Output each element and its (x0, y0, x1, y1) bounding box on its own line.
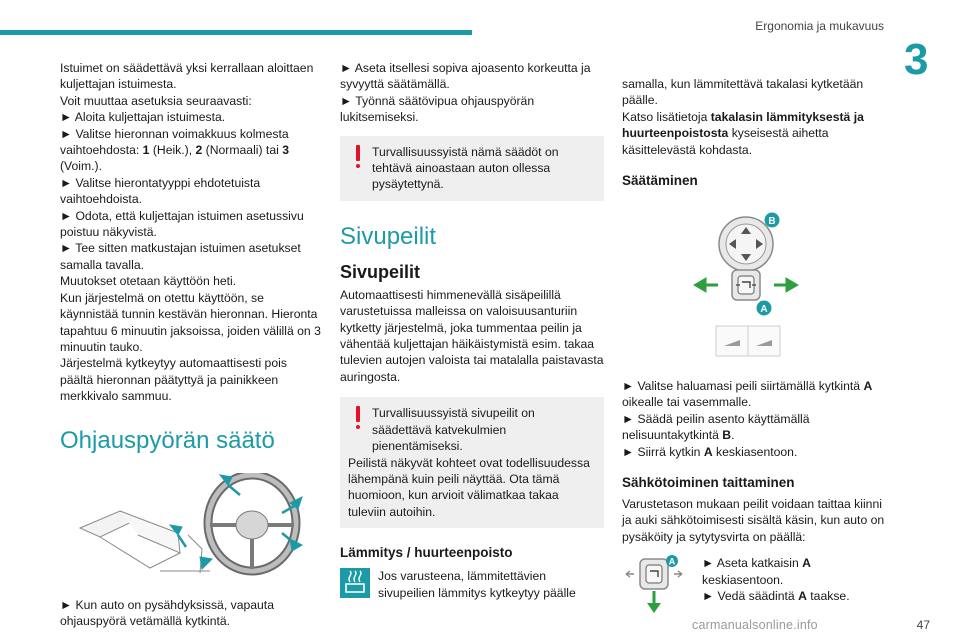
heating-row (340, 568, 604, 601)
warning-text: Turvallisuussyistä nämä säädöt on tehtävä ainoastaan auton ollessa pysäytettynä. (372, 144, 559, 192)
mirrors-paragraph: Automaattisesti himmenevällä sisäpeilillä varustetuissa malleissa on valoisuusanturiin kytketty järjestelmä, joka tummentaa peilin ja vähentää kuljettajan häikäistymistä esim. takaa tulevien autojen valoista tai matalalla paistavasta auringosta. (340, 287, 604, 384)
mirror-heating-icon (340, 568, 370, 598)
fold-step-center: ► Aseta katkaisin A keskiasentoon. (702, 556, 811, 587)
header-accent-bar (0, 30, 472, 35)
column-1 (60, 60, 322, 629)
paragraph: ► Valitse hierontatyyppi ehdotetuista vaihtoehdoista. (60, 175, 261, 207)
warning-box (340, 136, 604, 201)
paragraph: samalla, kun lämmitettävä takalasi kytketään päälle. (622, 77, 864, 108)
svg-text:A: A (760, 304, 768, 316)
section-title: Ergonomia ja mukavuus (755, 19, 884, 33)
paragraph: ► Tee sitten matkustajan istuimen asetukset samalla tavalla. (60, 241, 301, 272)
svg-text:B: B (768, 216, 776, 228)
page-number: 47 (916, 618, 930, 632)
paragraph: ► Odota, että kuljettajan istuimen asetussivu poistuu näkyvistä. (60, 208, 304, 240)
mirrors-heading: Sivupeilit (340, 222, 437, 250)
label-a-badge (757, 301, 772, 316)
heating-heading: Lämmitys / huurteenpoisto (340, 545, 513, 561)
steering-heading: Ohjauspyörän säätö (60, 426, 275, 454)
paragraph: Muutokset otetaan käyttöön heti. (60, 274, 237, 289)
paragraph: ► Työnnä säätövipua ohjauspyörän lukitsemiseksi. (340, 93, 535, 125)
svg-text:A: A (668, 556, 676, 567)
heating-paragraph: Jos varusteena, lämmitettävien sivupeilien lämmitys kytkeytyy päälle (378, 569, 576, 600)
paragraph: Voit muuttaa asetuksia seuraavasti: (60, 93, 252, 108)
mirrors-subheading: Sivupeilit (340, 261, 421, 282)
fold-step-pull: ► Vedä säädintä A taakse. (702, 589, 850, 604)
mirror-control-diagram (622, 208, 890, 366)
paragraph: Järjestelmä kytkeytyy automaattisesti pois päältä hieronnan päätyttyä ja painikkeen merkkivalo sammuu. (60, 356, 287, 404)
warning-box (340, 397, 604, 528)
reference-paragraph: Katso lisätietoja takalasin lämmityksestä ja huurteenpoistosta kyseisestä aihetta käsittelevästä kohdasta. (622, 109, 864, 157)
column-3 (622, 76, 890, 617)
fold-switch-diagram (622, 555, 692, 617)
fold-steps-row (622, 555, 890, 617)
watermark: carmanualsonline.info (692, 618, 818, 632)
step-center-switch: ► Siirrä kytkin A keskiasentoon. (622, 444, 798, 459)
column-2 (340, 60, 604, 601)
steering-wheel-illustration (60, 473, 322, 583)
step-adjust-mirror: ► Säädä peilin asento käyttämällä nelisuuntakytkintä B. (622, 411, 810, 443)
fold-steps (702, 555, 890, 604)
adjust-heading: Säätäminen (622, 173, 698, 189)
warning-text: Peilistä näkyvät kohteet ovat todellisuudessa lähempänä kuin peili näyttää. Ota tämä huomioon, kun arvioit välimatkaa takaa tuleviin autoihin. (348, 455, 590, 519)
paragraph: ► Aloita kuljettajan istuimesta. (60, 110, 226, 125)
warning-icon (354, 406, 362, 430)
chapter-number: 3 (904, 35, 929, 84)
warning-text: Turvallisuussyistä sivupeilit on säädettävä katvekulmien pienentämiseksi. (372, 406, 535, 454)
label-b-badge (765, 213, 780, 228)
label-a-badge (666, 555, 678, 567)
fold-heading: Sähkötoiminen taittaminen (622, 475, 795, 491)
fold-paragraph: Varustetason mukaan peilit voidaan taittaa kiinni ja auki sähkötoimisesti sisältä käsin, kun auto on pysäköity ja sytytysvirta on päällä: (622, 497, 885, 544)
step-select-mirror: ► Valitse haluamasi peili siirtämällä kytkintä A oikealle tai vasemmalle. (622, 379, 873, 410)
massage-level-paragraph: ► Valitse hieronnan voimakkuus kolmesta vaihtoehdosta: 1 (Heik.), 2 (Normaali) tai 3 (Voim.). (60, 126, 289, 174)
warning-icon (354, 145, 362, 169)
paragraph: ► Aseta itsellesi sopiva ajoasento korkeutta ja syvyyttä säätämällä. (340, 61, 591, 92)
paragraph: Kun järjestelmä on otettu käyttöön, se käynnistää tunnin kestävän hieronnan. Hieronta tapahtuu 6 minuutin jaksoissa, joiden välillä on 3 minuutin tauko. (60, 290, 321, 354)
paragraph: Istuimet on säädettävä yksi kerrallaan aloittaen kuljettajan istuimesta. (60, 61, 314, 92)
steering-instruction: ► Kun auto on pysähdyksissä, vapauta ohjauspyörä vetämällä kytkintä. (60, 597, 274, 628)
